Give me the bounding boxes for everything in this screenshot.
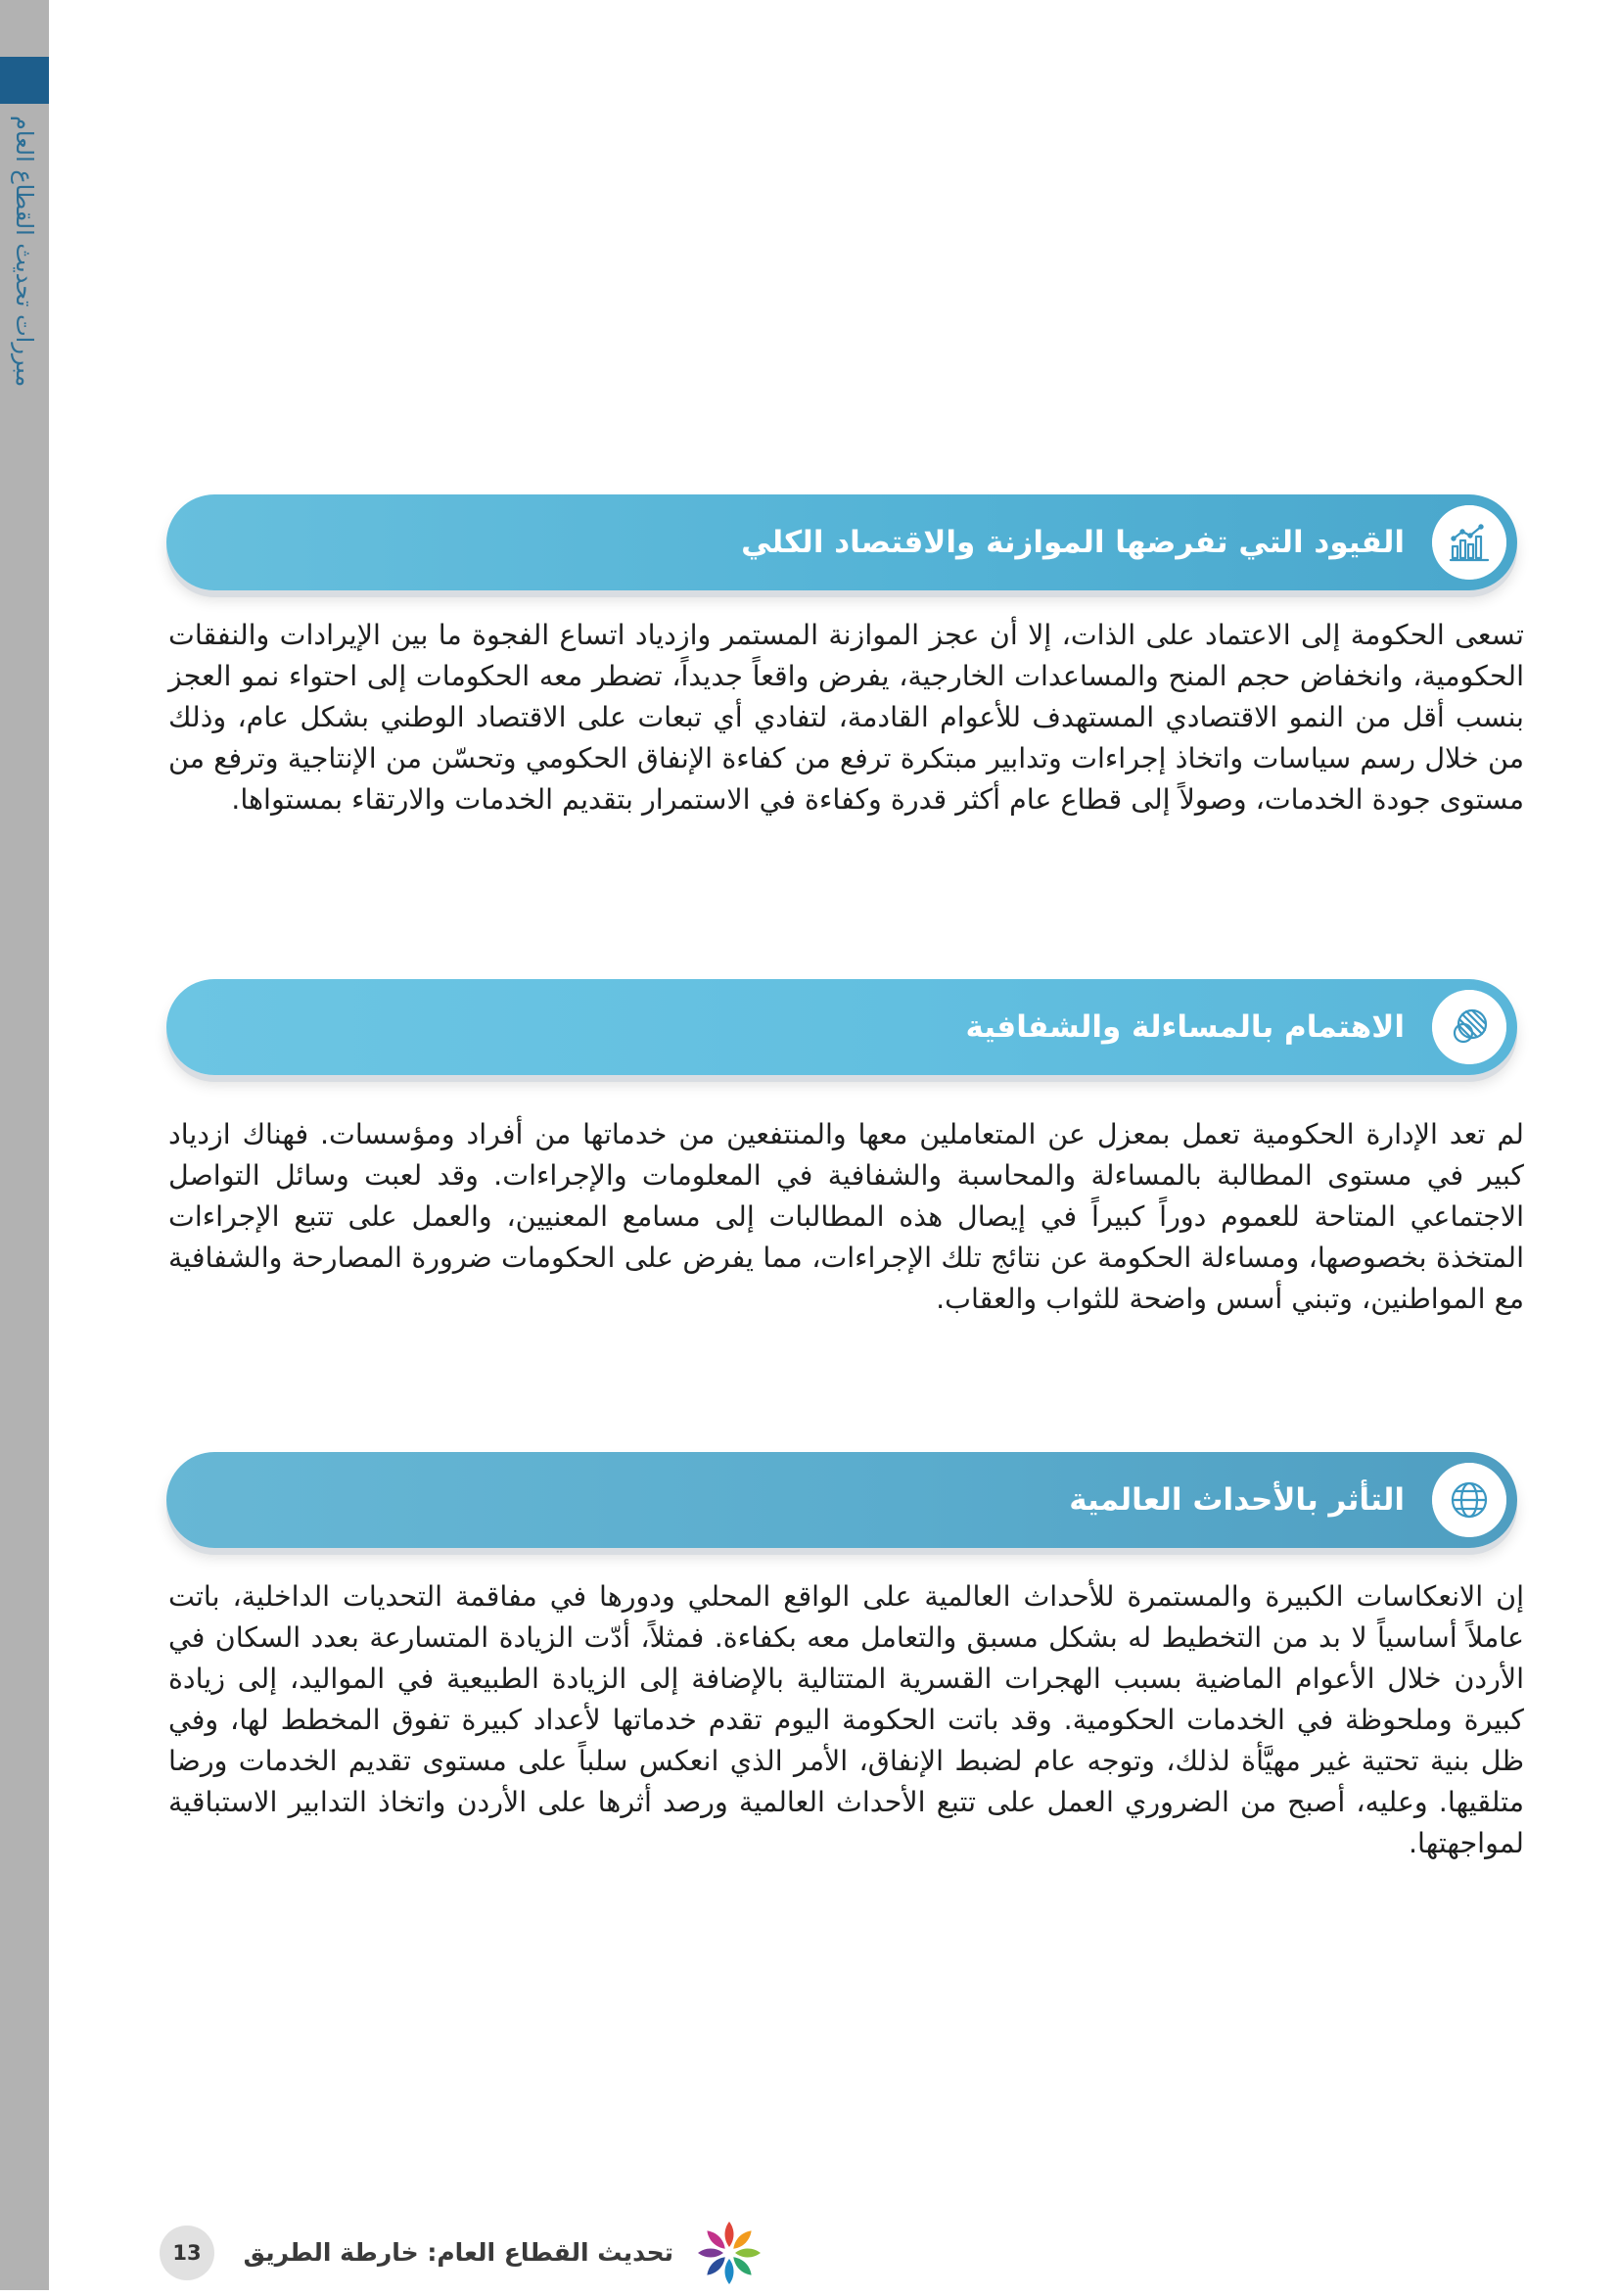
section-body-paragraph: إن الانعكاسات الكبيرة والمستمرة للأحداث العالمية على الواقع المحلي ودورها في مفاقمة التحديات الداخلية، باتت عاملاً أساسياً لا بد من التخطيط له بشكل مسبق والتعامل معه بكفاءة. فمثلاً، أدّت الزيادة المتسارعة بعدد السكان في الأردن خلال الأعوام الماضية بسبب الهجرات القسرية المتتالية بالإضافة إلى الزيادة الطبيعية في المواليد، إلى زيادة كبيرة وملحوظة في الخدمات الحكومية. وقد باتت الحكومة اليوم تقدم خدماتها لأعداد كبيرة تفوق المخطط لها، وفي ظل بنية تحتية غير مهيَّأة لذلك، وتوجه عام لضبط الإنفاق، الأمر الذي انعكس سلباً على مستوى تقديم الخدمات ورضا متلقيها. وعليه، أصبح من الضروري العمل على تتبع الأحداث العالمية ورصد أثرها على الأردن واتخاذ التدابير الاستباقية لمواجهتها. xyxy=(168,1580,1524,1859)
side-tab-marker xyxy=(0,57,49,104)
side-chapter-label xyxy=(0,116,49,439)
section-header-budget xyxy=(166,494,1517,590)
side-chapter-label-text: مبررات تحديث القطاع العام xyxy=(11,116,38,388)
section-body-paragraph: لم تعد الإدارة الحكومية تعمل بمعزل عن المتعاملين معها والمنتفعين من خدماتها من أفراد ومؤسسات. فهناك ازدياد كبير في مستوى المطالبة بالمساءلة والمحاسبة والشفافية في المعلومات والإجراءات. وقد لعبت وسائل التواصل الاجتماعي المتاحة للعموم دوراً كبيراً في إيصال هذه المطالبات إلى مسامع المعنيين، والعمل على تتبع الإجراءات المتخذة بخصوصها، ومساءلة الحكومة عن نتائج تلك الإجراءات، مما يفرض على الحكومات ضرورة المصارحة والشفافية مع المواطنين، وتبني أسس واضحة للثواب والعقاب. xyxy=(168,1118,1524,1315)
section-header-accountability xyxy=(166,979,1517,1075)
globe-icon xyxy=(1432,1463,1506,1537)
section-heading: الاهتمام بالمساءلة والشفافية xyxy=(965,1009,1405,1045)
footer-title: تحديث القطاع العام: خارطة الطريق xyxy=(243,2238,673,2267)
section-heading: التأثر بالأحداث العالمية xyxy=(1069,1482,1405,1518)
chart-icon xyxy=(1432,505,1506,580)
section-header-global-events xyxy=(166,1452,1517,1548)
section-body-paragraph: تسعى الحكومة إلى الاعتماد على الذات، إلا أن عجز الموازنة المستمر وازدياد اتساع الفجوة ما بين الإيرادات والنفقات الحكومية، وانخفاض حجم المنح والمساعدات الخارجية، يفرض واقعاً جديداً، تضطر معه الحكومات إلى احتواء نمو العجز بنسب أقل من النمو الاقتصادي المستهدف للأعوام القادمة، لتفادي أي تبعات على الاقتصاد الوطني بشكل عام، وذلك من خلال رسم سياسات واتخاذ إجراءات وتدابير مبتكرة ترفع من كفاءة الإنفاق الحكومي وتحسّن من الإنتاجية وترفع من مستوى جودة الخدمات، وصولاً إلى قطاع عام أكثر قدرة وكفاءة في الاستمرار بتقديم الخدمات والارتقاء بمستواها. xyxy=(168,619,1524,816)
transparency-icon xyxy=(1432,990,1506,1064)
section-heading: القيود التي تفرضها الموازنة والاقتصاد الكلي xyxy=(741,525,1405,560)
logo-icon xyxy=(690,2214,768,2292)
page-number: 13 xyxy=(160,2226,214,2280)
